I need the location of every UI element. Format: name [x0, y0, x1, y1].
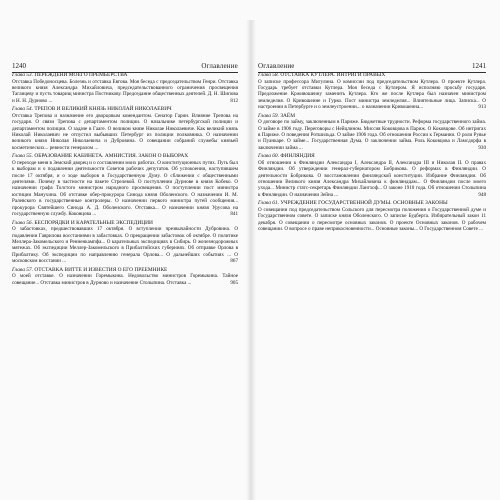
chapter-label: Глава 59. [258, 112, 279, 119]
book-gutter [246, 20, 256, 500]
toc-entry [258, 72, 486, 111]
toc-entry-text [258, 79, 486, 111]
chapter-label: Глава 58. [258, 72, 279, 78]
chapter-label: Глава 56. [12, 219, 33, 226]
right-page [258, 56, 486, 436]
chapter-title: ОБРАЗОВАНИЕ КАБИНЕТА. АМНИСТИЯ. ЗАКОН О ВЫБОРАХ [34, 153, 189, 160]
chapter-title: ПЕРЕЖДЕНИ МОЕГО ПРЕМЬЕРСТВА [34, 72, 128, 78]
toc-entry-text [12, 273, 238, 286]
page-ref: 812 [230, 97, 238, 104]
toc-entry-title [258, 72, 486, 79]
toc-entry [12, 106, 238, 151]
toc-entry [12, 153, 238, 217]
toc-entry-title [12, 72, 238, 79]
toc-entry-text [258, 207, 486, 233]
entry-text: О совещании под председательством Сольского для пересмотра положения о Государственной думе и Государственном совете. О записке князя Оболенского. О записке Будберга. Избирательный закон 11 декабря. О совещании о пересмотре основных законов. О проекте Основных законов. О рабочем совещании. О вопросе о праве неприкосновенности... Основные законы... О Государственном Совете ... [258, 206, 486, 233]
toc-entry-title [12, 153, 238, 160]
left-page-number: 1240 [12, 62, 26, 70]
page-ref: 867 [230, 258, 238, 265]
toc-entry-title [12, 106, 238, 113]
entry-text: Отставка Трепова и назначение его дворцовым комендантом. Сенатор Гарин. Влияние Трепова на государя. О связи Трепова с департаментом полиции. О начальнике петербургской полиции и департаментом полиции. О задаче в Гааге. О великом князе Николае Николаевиче. Как великий князь Николай Николаевич не отпустил выбывших Петербург из полиции полковника. О назначении великого князя Николая Николаевича и Дубровина. О совещании собраний служебы князьей косметических... ревности генералом ... [12, 112, 238, 151]
right-page-number: 1241 [472, 62, 486, 70]
toc-entry-text [12, 113, 238, 151]
chapter-label: Глава 57. [12, 266, 33, 273]
chapter-label: Глава 54. [12, 106, 33, 113]
chapter-label: Глава 55. [12, 153, 33, 160]
chapter-label: Глава 53. [12, 72, 33, 78]
chapter-label: Глава 60. [258, 153, 279, 160]
right-toc [258, 72, 486, 436]
toc-entry [258, 200, 486, 232]
toc-entry-title [258, 200, 486, 207]
entry-text: Отставка Победоносцева. Болезнь и отставка Евгова. Моя беседа с председательством Генри. Отставка великого князя Александра Михайловича, председательствованного ограничения просвещения Таганцеву и пусть товарищ министра Постникову. Председание общественных деятелей. Д. Н. Шипова и Н. Н. Дурново ... [12, 78, 238, 104]
toc-entry [12, 267, 238, 286]
toc-entry-title [258, 153, 486, 160]
toc-entry-text [258, 119, 486, 151]
toc-entry-text [12, 79, 238, 105]
chapter-title: ОТСТАВКА КУТЛЕРА. ИНТРИГИ ПРАВЫХ [280, 72, 386, 78]
chapter-title: БЕСПОРЯДКИ И КАРАТЕЛЬНЫЕ ЭКСПЕДИЦИИ [34, 219, 153, 226]
page-ref: 913 [478, 104, 486, 111]
entry-text: Об отношении к Финляндии Александра I, Александра II, Александра III и Николая II. О правах Финляндии. Об утверждении генерал-губернатором Бобрикова. О реформах в Финляндии. О деятельности Бобрикова. О восстановлении финляндской конституции. Избрание Финляндии. Об отношении Великого князя Александра Михайловича к финляндцам... О Финляндии после моего ухода... Министр статс-секретарь Финляндии Лангхоф... О законе 1910 года. Об отношении Столыпина к Финляндии. О назначении Зейна ... [258, 159, 486, 198]
left-page [12, 56, 238, 436]
entry-text: О договоре по займу, заключенным в Париже. Бюджетные трудности. Реформа государственного займа. О займе в 1906 году. Переговоры с Нейцлином. Миссия Коковцова в Париж. О Коковцове. Об интригах в Париже. О поведении Ротшильда. О займе 1906 года. Об отношении России к Германии. О роли Рувье и Пуанкаре. О займе... Государственная Дума. О заключении займа. Роль Коковцова и Ламсдорфа в заключении займа ... [258, 119, 486, 151]
chapter-title: ТРЕПОВ И ВЕЛИКИЙ КНЯЗЬ НИКОЛАЙ НИКОЛАЕВИЧ [34, 106, 172, 113]
page-ref: 930 [478, 144, 486, 151]
toc-entry [12, 72, 238, 104]
right-running-title: Оглавление [258, 62, 295, 70]
toc-entry [12, 220, 238, 265]
toc-entry-text [12, 160, 238, 218]
page-ref: 841 [230, 211, 238, 218]
toc-entry [258, 153, 486, 198]
toc-entry-text [12, 226, 238, 264]
toc-entry [258, 113, 486, 152]
entry-text: О забастовках, предшествовавших 17 октября. О вступлении чрезвычайности Дубровина. О подавлении Гаврилова восстаниями в забастовках. О прекращении забастовок об октябре. О политике Меллера-Закомельского и Ренненкампфа... О карательных экспедициях в Сибирь. О железнодорожных мятежах. Об экспедиции Меллер-Закомельского в Прибалтийских губерниях. Об отправке Орлова в Прибалтику. Об экспедиции по направлению генерала Орлова... О дальнейших событиях ... О московском восстании ... [12, 226, 238, 265]
entry-text: О переходе меня в Земский дворец и о составлении моих работах. О конституционных путях. Путь был к выборам и о подавлении деятельности Советов рабочих депутатов. Об успокоении, наступившем после 17 октября, и о ходе выборов в Государственную Думу. О сближении с общественными деятелями. Почему в частности на пакете Стрелевой. О поступлении Дурнове в князя Кобеко. О назначении графа Толстого министром народного просвещения. О поступлении пост министра юстиции Манухина. Об отставке обер-прокурора Синода князя Оболенского. О назначении И. М. Ралевского в государственные контролеры. О назначении первого министра путей сообщения... прокурора Святейшего Синода А. Д. Оболенского. Отставка... О назначении князя Урусова на государственную службу. Коковцова ... [12, 159, 238, 218]
page-ref: 948 [478, 191, 486, 198]
chapter-title: ФИНЛЯНДИЯ [280, 153, 315, 160]
chapter-title: ОТСТАВКА ВИТТЕ И ИЗВЕСТИЯ О ЕГО ПРЕЕМНИКЕ [34, 266, 168, 273]
entry-text: О моей отставке. О назначении Горемыкина. Недовольство министров Горемыкина. Тайное совещание... Отставка министров в Дурново и назначение Столыпина. Отставка ... [12, 273, 238, 286]
chapter-label: Глава 61. [258, 200, 279, 207]
left-running-title: Оглавление [201, 62, 238, 70]
chapter-title: ЗАЁМ [280, 112, 296, 119]
entry-text: О записке профессора Мигулина. О комиссии под председательством Кутлера. О проекте Кутлера. Государь требует отставки Кутлера. Моя беседа с Кутлером. Я исполняю просьбу государя. Предложение Крживошеину заменить Кутлера. Кто же после Кутлера был назначен министром земледелия. О Кривошеине и Гурко. Пост министра земледелия... Влиятельные лица. Записка... О настроении в Петербурге и о землеустроении... о назначении Кривошеина... [258, 78, 486, 111]
chapter-title: УЧРЕЖДЕНИЕ ГОСУДАРСТВЕННОЙ ДУМЫ. ОСНОВНЫЕ ЗАКОНЫ [280, 200, 448, 207]
left-toc [12, 72, 238, 436]
page-ref: 905 [230, 279, 238, 286]
toc-entry-text [258, 160, 486, 198]
